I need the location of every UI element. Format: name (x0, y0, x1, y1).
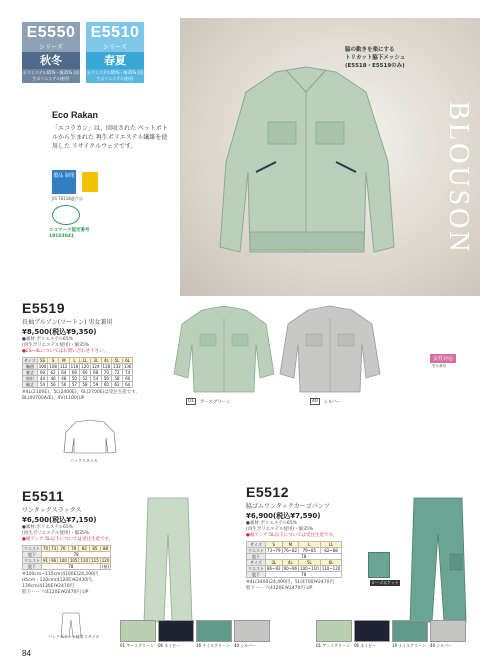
swatches-e5511 (120, 620, 270, 649)
product-code: E5512 (246, 484, 289, 500)
size-cell: 100~110 (300, 566, 319, 571)
size-cell: 74 (122, 370, 133, 376)
size-cell: 肩巾 (23, 376, 38, 382)
swatch-name: ナイルグリーン (398, 643, 426, 648)
swatch-chip (354, 620, 390, 642)
swatch-name: ネイビー (164, 643, 181, 648)
size-cell: 3L (90, 358, 101, 364)
size-cell: 4L (282, 560, 299, 566)
size-cell: 64 (58, 370, 69, 376)
size-cell: 66 (80, 370, 91, 376)
jacket-hero-image (216, 62, 398, 262)
swatch-chip (158, 620, 194, 642)
swatch-no: 40 (430, 643, 436, 648)
swatch-no: 01 (188, 399, 194, 404)
swatch-label (316, 643, 350, 649)
series-e5510 (86, 22, 144, 83)
size-cell: 4L (101, 358, 112, 364)
swatch-name: ナイルグリーン (202, 643, 230, 648)
swatch (158, 620, 194, 649)
swatch-label-green (186, 398, 231, 405)
size-cell: 76~82 (283, 548, 298, 553)
size-cell: 76 (58, 546, 69, 552)
product-spec: (再生ポリエステル使用)・綿35% (246, 527, 314, 532)
size-cell: 70 (101, 370, 112, 376)
size-cell: 78 (42, 564, 101, 570)
size-cell: 62 (112, 382, 123, 388)
antistatic-badge: 製品 制電 (52, 170, 76, 194)
size-cell: 股下 (23, 564, 42, 570)
size-cell: 105 (69, 558, 78, 563)
size-cell: SS (37, 358, 48, 364)
product-e5519 (22, 300, 172, 402)
size-cell: 82 (79, 546, 90, 552)
size-cell: 79 (68, 546, 79, 552)
product-spec: (再生ポリエステル使用)・綿35% (22, 531, 90, 536)
product-footnote: ※4L(2100E)、5L(2400E)、6L(2700E)は受注生産です。BL(4V700A/E)、4V(1100)UP (22, 390, 140, 401)
size-cell: 60 (122, 376, 133, 382)
product-name: 長袖ブルゾン(ツートン) 男女兼用 (22, 319, 113, 326)
swatch (316, 620, 352, 649)
swatch-label (120, 643, 154, 649)
swatch-name: シルバー (323, 399, 342, 405)
jacket-silver-image (278, 304, 382, 396)
swatch-no: 40 (312, 399, 318, 404)
swatch-no: 16 (392, 643, 398, 648)
size-cell: 股下 (23, 552, 42, 558)
size-cell: LL (320, 542, 342, 548)
size-cell: 52 (80, 376, 91, 382)
size-cell: 56 (101, 376, 112, 382)
swatch-no: 01 (120, 643, 126, 648)
size-cell: L (299, 542, 321, 548)
swatch-chip (234, 620, 270, 642)
size-cell: 着丈 (23, 370, 38, 376)
size-cell: 79~85 (299, 548, 321, 554)
swatch-name: ネイビー (360, 643, 377, 648)
pants-back-label: バックポケット付きスタイル (48, 634, 100, 639)
swatch-chip (316, 620, 352, 642)
product-note: ●裾アンチ:5L以下については受注生産です。 (22, 537, 114, 542)
size-cell: 66 (69, 370, 80, 376)
size-cell: 88 (100, 546, 111, 552)
size-cell: 6L (320, 560, 342, 566)
size-cell: 54 (90, 376, 101, 382)
swatch (354, 620, 390, 649)
size-cell: 50 (69, 376, 80, 382)
swatch-label-silver (310, 398, 341, 405)
size-cell: 64 (122, 382, 133, 388)
size-cell: 57 (69, 382, 80, 388)
size-cell: 108 (49, 364, 57, 369)
size-cell: 胸囲 (23, 364, 38, 370)
size-cell: 73 (51, 546, 57, 551)
size-cell: サイズ (247, 542, 266, 548)
size-cell: 82~88 (320, 548, 342, 554)
product-price: ¥8,500(税込¥9,350) (22, 328, 97, 336)
size-cell: 6L (122, 358, 133, 364)
swatch-chip (392, 620, 428, 642)
cargo-pocket-tag: カーゴポケット (371, 580, 399, 585)
series-season: 秋冬 (22, 52, 80, 69)
size-cell: ウエスト (248, 566, 264, 571)
swatch-chip (196, 620, 232, 642)
hero-note: 脇の動きを楽にする トリカット脇下メッシュ (E5518・E5519のみ) (345, 47, 406, 69)
size-cell: ウエスト (24, 558, 40, 563)
size-cell: サイズ (24, 358, 36, 363)
size-cell: 78 (42, 552, 111, 558)
size-cell: 86~92 (267, 566, 281, 571)
pants-e5512-image (408, 494, 468, 626)
jacket-green-image (172, 304, 276, 396)
swatch-label (430, 643, 452, 649)
pants-e5511-image (142, 494, 194, 626)
product-price: ¥6,500(税込¥7,150) (22, 516, 97, 524)
swatch (392, 620, 428, 649)
size-cell: 136 (123, 364, 132, 369)
size-cell: 96 (51, 558, 57, 563)
size-cell: 85 (90, 546, 101, 552)
swatch-no: 06 (354, 643, 360, 648)
swatch-no: 06 (158, 643, 164, 648)
size-cell: 3L (266, 560, 283, 566)
product-code: E5511 (22, 488, 65, 504)
swatch-name: シルバー (240, 643, 256, 648)
size-cell: 116 (70, 364, 79, 369)
swatch-name: アースグリーン (126, 643, 154, 648)
swatch-label (354, 643, 376, 649)
size-cell: 62 (48, 370, 59, 376)
size-cell: 120 (81, 364, 89, 369)
size-cell: サイズ (247, 560, 266, 566)
series-code: E5510 (86, 22, 144, 44)
swatch-label (196, 643, 230, 649)
product-footnote: 130cm(4130E)¥2470円 (22, 584, 75, 589)
blouson-title (438, 78, 478, 278)
product-code: E5519 (22, 300, 65, 316)
size-cell: 110~120 (321, 566, 341, 571)
product-spec: (再生ポリエステル使用)・綿35% (22, 343, 90, 348)
size-cell: ウエスト (248, 548, 264, 553)
size-cell: 78 (266, 554, 342, 560)
series-material: ポリエステル65%・綿35% (再生ポリエステル使用) (86, 70, 144, 81)
size-cell: S (48, 358, 59, 364)
swatch (120, 620, 156, 649)
size-cell: 73~79 (267, 548, 281, 553)
ecomark-label: エコマーク認定番号 19103041 (49, 228, 90, 239)
eco-section (52, 110, 172, 151)
swatch-name: アースグリーン (322, 643, 350, 648)
series-e5550 (22, 22, 80, 83)
size-cell: 5L (299, 560, 321, 566)
swatch-no: 16 (196, 643, 202, 648)
product-footnote: ※100cm~115cm(4100E)24,200円 (22, 572, 99, 577)
size-cell: 60 (101, 382, 112, 388)
size-cell: 112 (59, 364, 68, 369)
size-cell: 股下 (247, 554, 266, 560)
product-note: ●裾アンチ:5L以下については受注生産です。 (246, 533, 338, 538)
back-style-diagram-icon (62, 418, 118, 456)
size-cell: M (58, 358, 69, 364)
swatches-e5512 (316, 620, 466, 649)
size-cell: 48 (58, 376, 69, 382)
size-table (22, 357, 133, 388)
size-cell: (裾) (102, 564, 110, 569)
product-spec: ●素材:ポリエステル65% (22, 337, 74, 342)
size-cell: 58 (80, 382, 91, 388)
size-cell: 59 (90, 382, 101, 388)
size-cell: 46 (48, 376, 59, 382)
product-spec: ●素材:ポリエステル65% (22, 525, 74, 530)
swatch (430, 620, 466, 649)
jis-logo-icon (82, 172, 98, 192)
page-number: 84 (22, 649, 31, 658)
size-cell: 股下 (247, 572, 266, 578)
swatch (234, 620, 270, 649)
series-code: E5550 (22, 22, 80, 44)
size-cell: 68 (90, 370, 101, 376)
series-material: ポリエステル65%・綿35% (再生ポリエステル使用) (22, 70, 80, 81)
eco-title: Eco Rakan (52, 110, 99, 120)
size-cell: 91 (43, 558, 49, 563)
swatch-chip (120, 620, 156, 642)
size-cell: 128 (102, 364, 111, 369)
swatch-label (234, 643, 256, 649)
swatch-name: アースグリーン (199, 399, 231, 405)
size-cell: 5L (112, 358, 123, 364)
ecomark-icon (52, 205, 80, 225)
size-cell: S (266, 542, 283, 548)
swatch-label (158, 643, 180, 649)
product-footnote: 股下ハーフ(4120E)¥2470円 UP (22, 590, 89, 595)
womens-badge-sub: 男女兼用 (432, 364, 446, 368)
product-footnote: ※4L(3400)24,400円、5L(4700)¥2470円 (246, 580, 334, 585)
swatch-chip (430, 620, 466, 642)
size-cell: 58 (112, 376, 123, 382)
product-spec: ●素材:ポリエステル65% (246, 521, 298, 526)
swatch-label (392, 643, 426, 649)
size-cell: LL (80, 358, 91, 364)
size-cell: 78 (266, 572, 342, 578)
swatch-no: 40 (234, 643, 240, 648)
product-e5512 (246, 484, 356, 592)
series-sub: シリーズ (22, 44, 80, 52)
jis-tag: JIS T8118適合品 (52, 196, 83, 201)
product-name: 脇ゴムワンタックカーゴパンツ (246, 503, 330, 510)
series-season: 春夏 (86, 52, 144, 69)
size-cell: 124 (91, 364, 100, 369)
womens-badge: 女性対応 (430, 354, 456, 363)
blouson-title-text: BLOUSON (443, 101, 474, 255)
product-e5511 (22, 488, 132, 596)
size-cell: 120 (101, 558, 110, 563)
series-sub: シリーズ (86, 44, 144, 52)
size-cell: 90~96 (283, 566, 298, 571)
size-cell: 56 (58, 382, 69, 388)
size-cell: 44 (37, 376, 48, 382)
eco-desc: 「エコラカン」は、回収された ペットボトルから生まれた 再生ポリエステル繊維を使用した リサイクルウェアです。 (52, 125, 168, 150)
size-cell: 54 (37, 382, 48, 388)
swatch (196, 620, 232, 649)
product-name: ワンタックスラックス (22, 507, 82, 514)
series-badges (22, 22, 144, 83)
size-cell: 60 (37, 370, 48, 376)
product-footnote: 股下ハーフ(4120E)¥2470円 UP (246, 586, 313, 591)
size-cell: L (69, 358, 80, 364)
product-price: ¥6,900(税込¥7,590) (246, 512, 321, 520)
cargo-pocket-detail-image (368, 552, 390, 578)
size-cell: 100 (38, 364, 47, 369)
size-table (246, 541, 342, 578)
size-cell: 72 (112, 370, 123, 376)
size-cell: 袖丈 (23, 382, 38, 388)
hero-photo (180, 18, 480, 296)
size-cell: 70 (43, 546, 49, 551)
size-cell: 115 (91, 558, 99, 563)
size-table (22, 545, 111, 570)
size-cell: ウエスト (24, 546, 40, 551)
size-cell: M (282, 542, 299, 548)
back-style-label: バックスタイル (70, 458, 98, 463)
size-cell: 110 (80, 558, 89, 563)
swatch-no: 01 (316, 643, 322, 648)
size-cell: 56 (48, 382, 59, 388)
swatch-name: シルバー (436, 643, 452, 648)
product-note: ●ES~4Lについてはお問い合わせ下さい。 (22, 349, 109, 354)
size-cell: 132 (113, 364, 121, 369)
size-cell: 100 (59, 558, 67, 563)
product-footnote: H5cm・120cm(4120E)¥2430円、 (22, 578, 97, 583)
